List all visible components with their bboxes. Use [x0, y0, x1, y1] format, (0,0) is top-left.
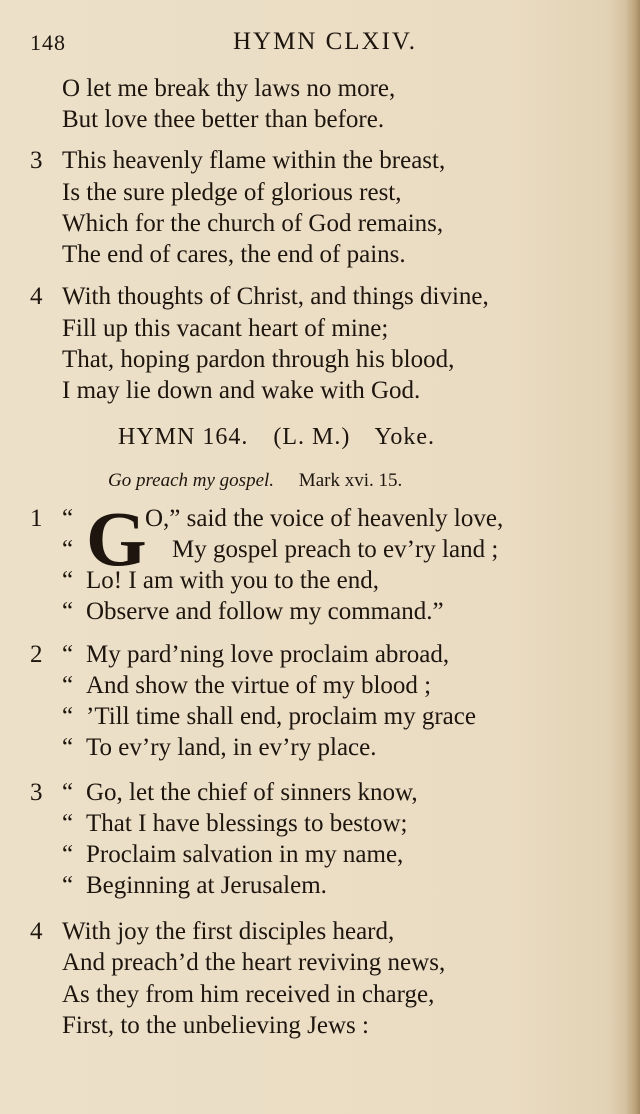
verse-line: Lo! I am with you to the end,: [86, 567, 379, 594]
verse-line: O,” said the voice of heavenly love,: [145, 505, 504, 532]
verse-line: I may lie down and wake with God.: [62, 377, 421, 404]
verse-line: Beginning at Jerusalem.: [86, 872, 327, 899]
quote-mark: “: [62, 841, 74, 868]
epigraph-text: Go preach my gospel.: [108, 470, 275, 491]
quote-mark: “: [62, 641, 74, 668]
verse-line: ’Till time shall end, proclaim my grace: [86, 703, 476, 730]
verse-line: With thoughts of Christ, and things divine,: [62, 283, 489, 310]
verse-line: My gospel preach to ev’ry land ;: [172, 536, 499, 563]
verse-line: Which for the church of God remains,: [62, 210, 444, 237]
quote-mark: “: [62, 703, 74, 730]
verse-line: Fill up this vacant heart of mine;: [62, 315, 389, 342]
quote-mark: “: [62, 672, 74, 699]
page-edge-shadow: [626, 0, 640, 1114]
quote-mark: “: [62, 536, 74, 563]
verse-line: My pard’ning love proclaim abroad,: [86, 641, 450, 668]
quote-mark: “: [62, 734, 74, 761]
hymn-tune: Yoke.: [374, 424, 436, 450]
quote-mark: “: [62, 598, 74, 625]
verse-line: The end of cares, the end of pains.: [62, 241, 406, 268]
verse-line: Go, let the chief of sinners know,: [86, 779, 418, 806]
drop-cap: G: [86, 495, 147, 582]
verse-line: That, hoping pardon through his blood,: [62, 346, 455, 373]
page-header: [30, 26, 600, 62]
verse-line: And show the virtue of my blood ;: [86, 672, 432, 699]
verse-line: This heavenly flame within the breast,: [62, 147, 446, 174]
stanza-number: 3: [30, 147, 43, 174]
quote-mark: “: [62, 505, 74, 532]
running-head: HYMN CLXIV.: [232, 28, 418, 55]
quote-mark: “: [62, 872, 74, 899]
stanza-number: 1: [30, 505, 43, 532]
hymn-meter: (L. M.): [273, 424, 351, 450]
hymn-title: [118, 424, 453, 451]
verse-line: That I have blessings to bestow;: [86, 810, 408, 837]
verse-line: First, to the unbelieving Jews :: [62, 1012, 369, 1039]
hymn-number: HYMN 164.: [118, 424, 249, 450]
stanza-number: 2: [30, 641, 43, 668]
epigraph-reference: Mark xvi. 15.: [298, 470, 403, 491]
stanza-number: 3: [30, 779, 43, 806]
verse-line: Observe and follow my command.”: [86, 598, 444, 625]
stanza-number: 4: [30, 283, 43, 310]
quote-mark: “: [62, 779, 74, 806]
verse-line: To ev’ry land, in ev’ry place.: [86, 734, 377, 761]
verse-line: Is the sure pledge of glorious rest,: [62, 179, 402, 206]
verse-line: O let me break thy laws no more,: [62, 75, 396, 102]
quote-mark: “: [62, 810, 74, 837]
verse-line: Proclaim salvation in my name,: [86, 841, 404, 868]
quote-mark: “: [62, 567, 74, 594]
verse-line: And preach’d the heart reviving news,: [62, 949, 446, 976]
verse-line: But love thee better than before.: [62, 106, 385, 133]
stanza-number: 4: [30, 918, 43, 945]
page-number: 148: [30, 30, 66, 55]
verse-line: As they from him received in charge,: [62, 981, 435, 1008]
verse-line: With joy the first disciples heard,: [62, 918, 395, 945]
epigraph: [108, 470, 402, 492]
